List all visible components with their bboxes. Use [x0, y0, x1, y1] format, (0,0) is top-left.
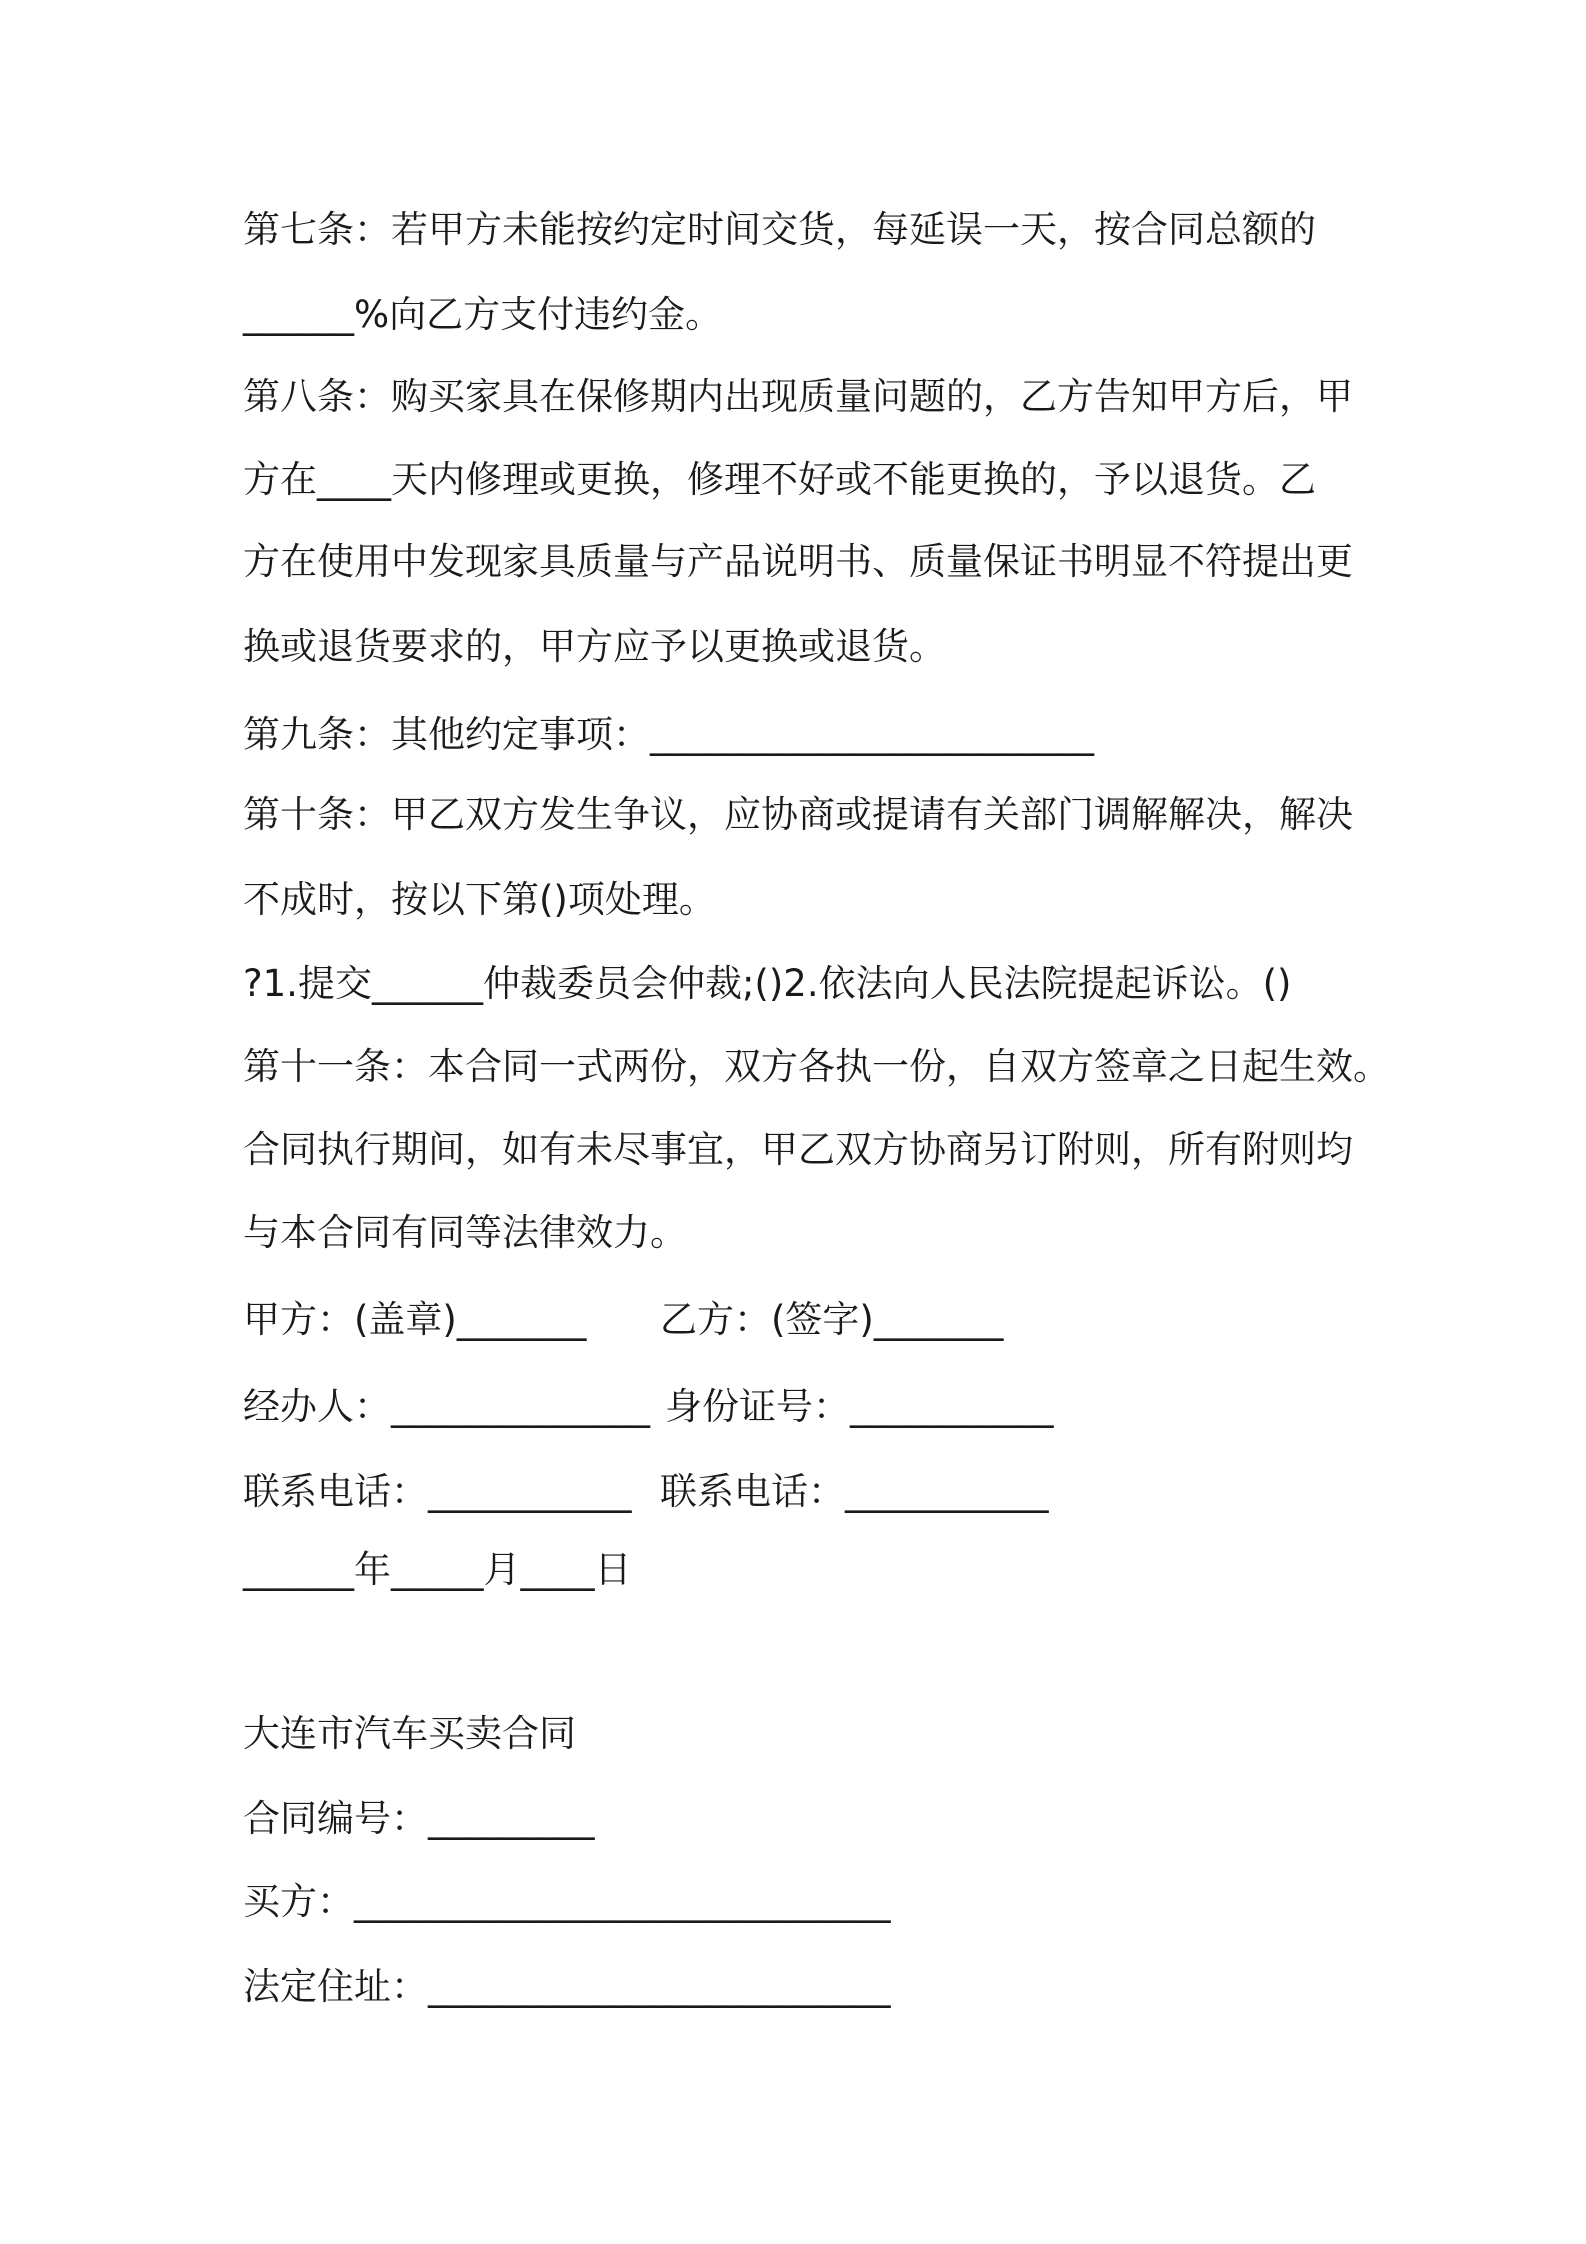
clause-8-line-4: 换或退货要求的，甲方应予以更换或退货。 [243, 625, 946, 668]
clause-10-line-2: 不成时，按以下第()项处理。 [243, 878, 716, 921]
clause-8-line-3: 方在使用中发现家具质量与产品说明书、质量保证书明显不符提出更 [243, 540, 1353, 583]
clause-7-line-2: ______%向乙方支付违约金。 [243, 293, 723, 336]
clause-11-line-2: 合同执行期间，如有未尽事宜，甲乙双方协商另订附则，所有附则均 [243, 1128, 1353, 1171]
party-b-signature: 乙方：(签字)_______ [660, 1298, 1004, 1341]
phone-field-a: 联系电话：___________ [243, 1470, 632, 1513]
clause-8-line-2: 方在____天内修理或更换，修理不好或不能更换的，予以退货。乙 [243, 458, 1316, 501]
second-contract-title: 大连市汽车买卖合同 [243, 1712, 576, 1755]
buyer-field: 买方：_____________________________ [243, 1880, 891, 1923]
date-field: ______年_____月____日 [243, 1548, 632, 1591]
clause-9: 第九条：其他约定事项：________________________ [243, 713, 1094, 756]
clause-8-line-1: 第八条：购买家具在保修期内出现质量问题的，乙方告知甲方后，甲 [243, 375, 1353, 418]
contract-number-field: 合同编号：_________ [243, 1797, 595, 1840]
clause-7-line-1: 第七条：若甲方未能按约定时间交货，每延误一天，按合同总额的 [243, 208, 1316, 251]
agent-field: 经办人：______________ [243, 1385, 650, 1428]
clause-11-line-3: 与本合同有同等法律效力。 [243, 1211, 687, 1254]
id-number-field: 身份证号：___________ [665, 1385, 1054, 1428]
legal-address-field: 法定住址：_________________________ [243, 1965, 891, 2008]
clause-11-line-1: 第十一条：本合同一式两份，双方各执一份，自双方签章之日起生效。 [243, 1045, 1390, 1088]
clause-10-line-1: 第十条：甲乙双方发生争议，应协商或提请有关部门调解解决，解决 [243, 793, 1353, 836]
clause-10-options: ?1.提交______仲裁委员会仲裁;()2.依法向人民法院提起诉讼。() [243, 962, 1292, 1005]
phone-field-b: 联系电话：___________ [660, 1470, 1049, 1513]
party-a-seal: 甲方：(盖章)_______ [243, 1298, 587, 1341]
